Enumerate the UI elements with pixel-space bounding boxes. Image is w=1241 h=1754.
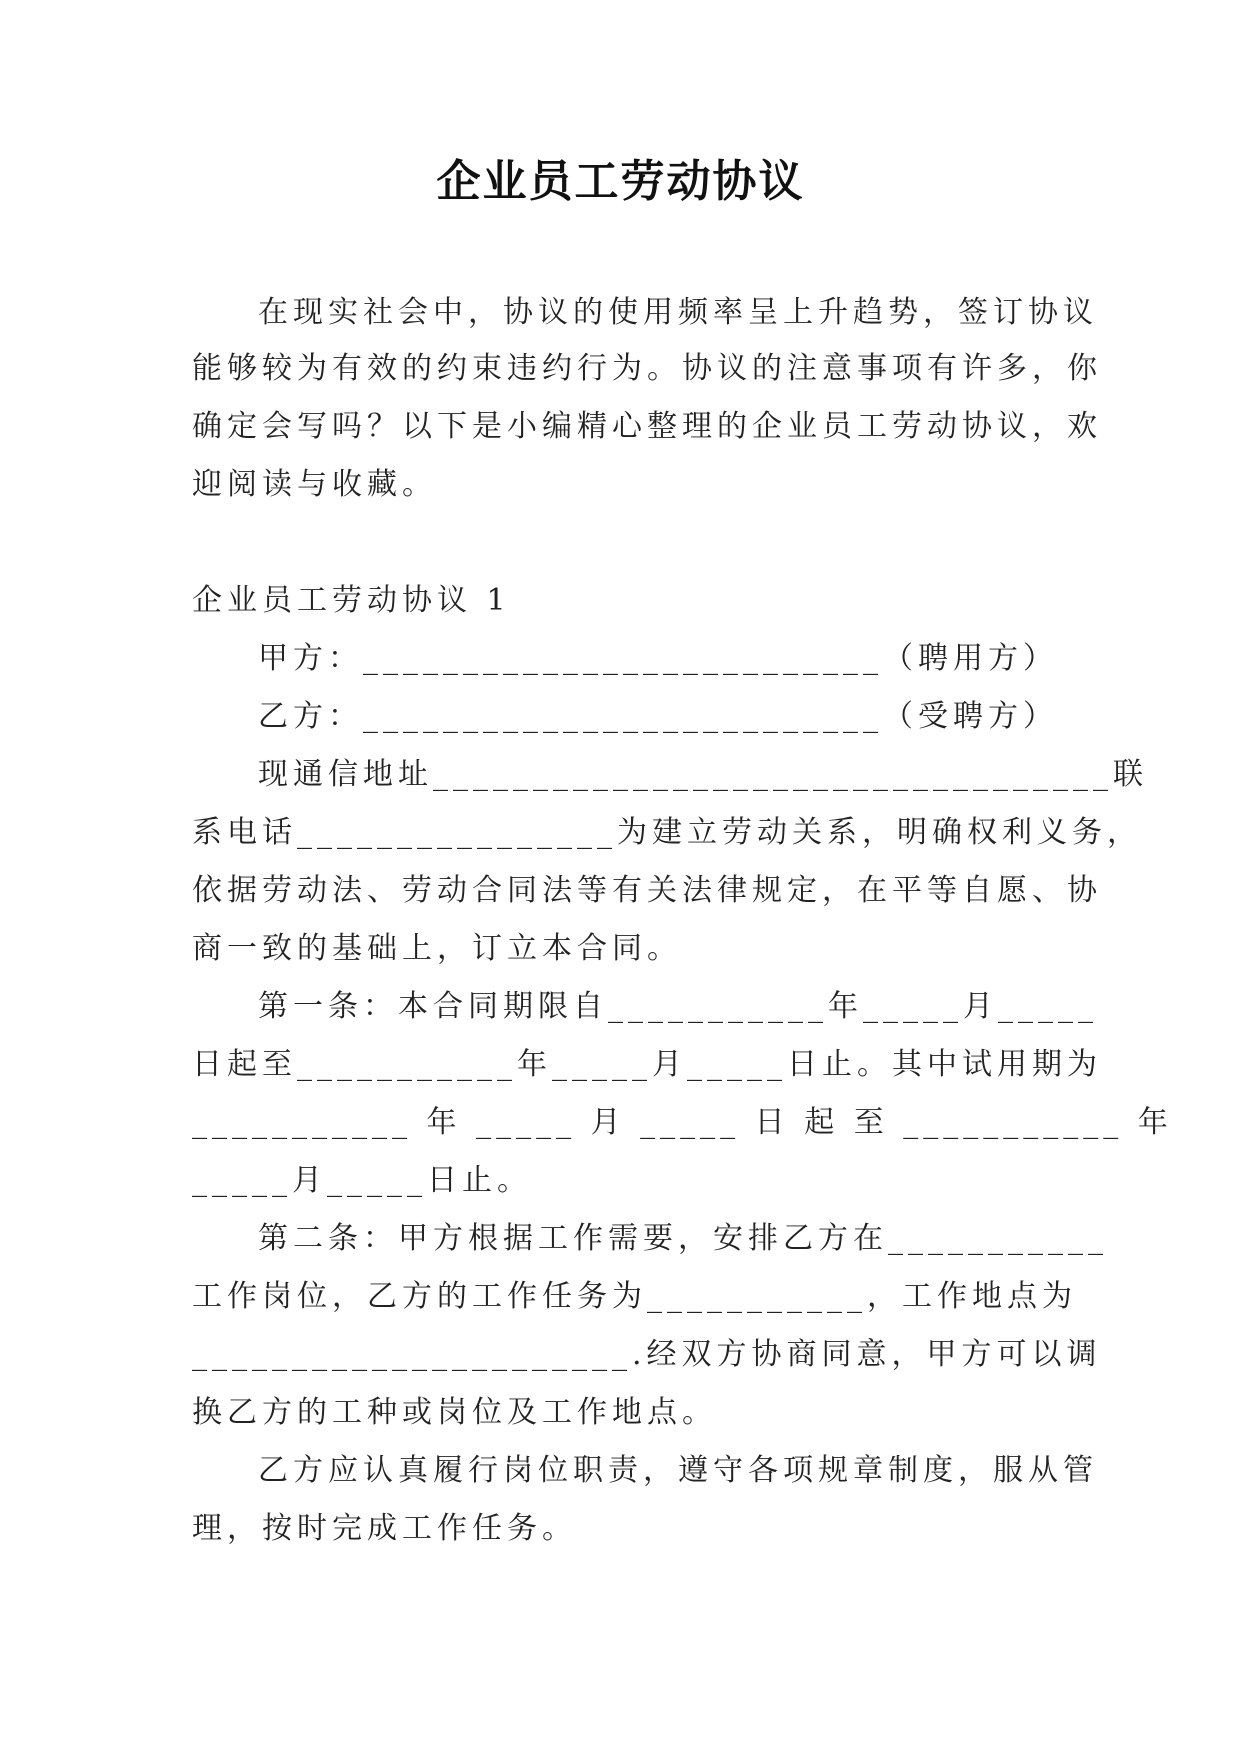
- basis-line: 依据劳动法、劳动合同法等有关法律规定，在平等自愿、协: [192, 873, 1102, 908]
- article-1-line-4: _____月_____日止。: [192, 1163, 532, 1198]
- document-title: 企业员工劳动协议: [436, 156, 805, 207]
- article-1-line-2: 日起至___________年_____月_____日止。其中试用期为: [192, 1047, 1102, 1082]
- party-b-line: 乙方：__________________________（受聘方）: [258, 699, 1058, 734]
- party-a-line: 甲方：__________________________（聘用方）: [258, 641, 1058, 676]
- article-2-line-4: 换乙方的工种或岗位及工作地点。: [192, 1395, 717, 1430]
- consensus-line: 商一致的基础上，订立本合同。: [192, 931, 682, 966]
- intro-line-3: 确定会写吗？以下是小编精心整理的企业员工劳动协议，欢: [192, 409, 1102, 444]
- address-line: 现通信地址__________________________________联: [258, 757, 1148, 792]
- article-2-line-1: 第二条：甲方根据工作需要，安排乙方在___________: [258, 1221, 1108, 1256]
- intro-line-1: 在现实社会中，协议的使用频率呈上升趋势，签订协议: [258, 295, 1098, 330]
- duty-line-1: 乙方应认真履行岗位职责，遵守各项规章制度，服从管: [258, 1453, 1098, 1488]
- phone-line: 系电话________________为建立劳动关系，明确权利义务，: [192, 815, 1142, 850]
- section-heading: 企业员工劳动协议 1: [192, 583, 511, 618]
- article-2-line-2: 工作岗位，乙方的工作任务为___________，工作地点为: [192, 1279, 1077, 1314]
- article-2-line-3: ______________________.经双方协商同意，甲方可以调: [192, 1337, 1102, 1372]
- intro-line-4: 迎阅读与收藏。: [192, 467, 437, 502]
- article-1-line-1: 第一条：本合同期限自___________年_____月_____: [258, 989, 1098, 1024]
- article-1-line-3: ___________ 年 _____ 月 _____ 日 起 至 ___________ 年: [192, 1105, 1173, 1140]
- duty-line-2: 理，按时完成工作任务。: [192, 1511, 577, 1546]
- intro-line-2: 能够较为有效的约束违约行为。协议的注意事项有许多，你: [192, 351, 1102, 386]
